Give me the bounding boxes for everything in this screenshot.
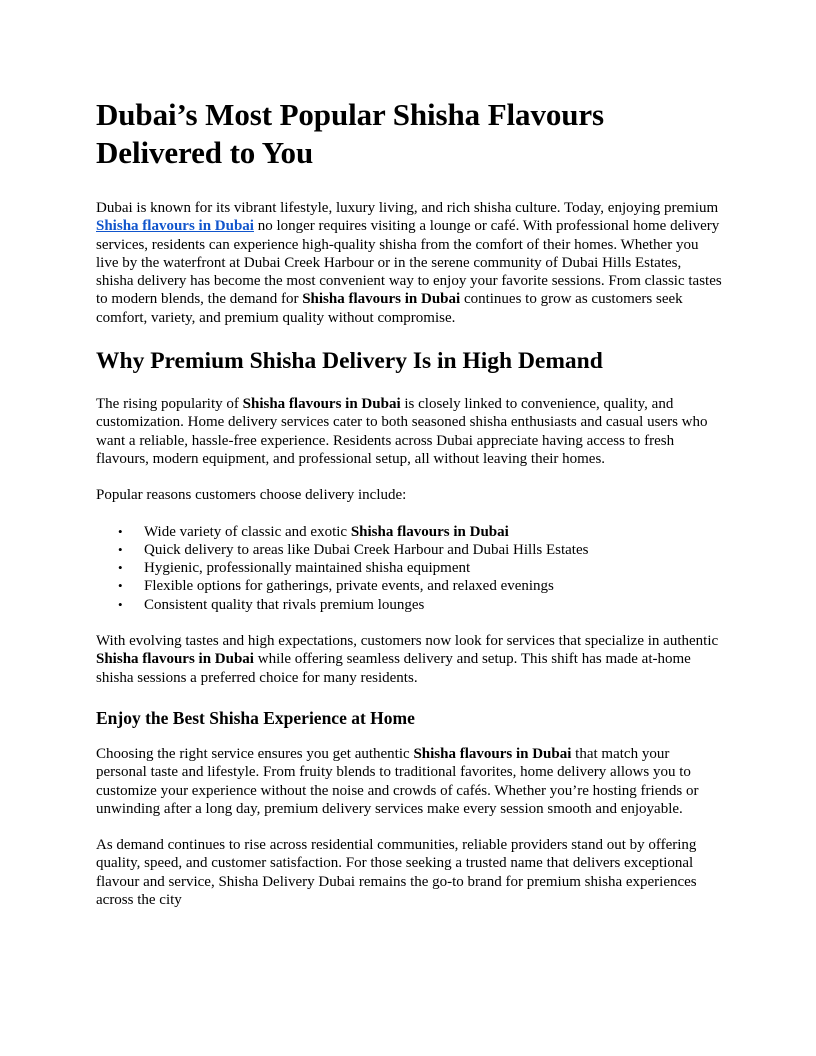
intro-bold-keyword: Shisha flavours in Dubai	[302, 291, 461, 308]
bullet-icon: •	[118, 560, 123, 576]
list-item-bold-keyword: Shisha flavours in Dubai	[350, 523, 509, 540]
section-heading-demand: Why Premium Shisha Delivery Is in High Demand	[96, 348, 603, 375]
demand-paragraph-2: Popular reasons customers choose delivery include:	[96, 487, 407, 504]
reasons-list	[96, 523, 722, 614]
intro-text-2: no longer requires visiting a lounge or café. With professional home delivery services, residents can experience high-quality shisha from the comfort of their homes. Whether you live by the waterfront at Dubai Creek Harbour or in the serene community of Dubai Hills Estates, shisha delivery has become the most convenient way to enjoy your favorite sessions. From classic tastes to modern blends, the demand for	[96, 218, 722, 308]
demand-paragraph-3	[96, 632, 722, 687]
list-item-text: Quick delivery to areas like Dubai Creek Harbour and Dubai Hills Estates	[144, 541, 589, 558]
list-item	[118, 577, 722, 595]
bullet-icon: •	[118, 578, 123, 594]
bullet-icon: •	[118, 523, 123, 539]
bullet-icon: •	[118, 541, 123, 557]
list-item	[118, 541, 722, 559]
intro-text-1: Dubai is known for its vibrant lifestyle, luxury living, and rich shisha culture. Today, enjoying premium	[96, 200, 719, 216]
experience-paragraph-1	[96, 745, 722, 818]
demand-paragraph-1	[96, 395, 722, 468]
list-item	[118, 559, 722, 577]
experience-p1-bold-keyword: Shisha flavours in Dubai	[413, 745, 572, 762]
demand-p1-bold-keyword: Shisha flavours in Dubai	[242, 396, 401, 413]
shisha-flavours-link[interactable]: Shisha flavours in Dubai	[96, 218, 254, 235]
demand-p3-bold-keyword: Shisha flavours in Dubai	[96, 651, 254, 668]
list-item-text: Hygienic, professionally maintained shisha equipment	[144, 560, 471, 577]
document-page	[96, 96, 722, 927]
experience-p1-text-2: that match your personal taste and lifestyle. From fruity blends to traditional favorites, home delivery allows you to customize your experience without the noise and crowds of cafés. Whether you’re hosting friends or unwinding after a long day, premium delivery services make every session smooth and enjoyable.	[96, 745, 699, 817]
list-item-text: Wide variety of classic and exotic	[144, 523, 351, 540]
list-item-text: Consistent quality that rivals premium lounges	[144, 596, 425, 613]
list-item	[118, 596, 722, 614]
demand-p1-text-2: is closely linked to convenience, quality, and customization. Home delivery services cater to both seasoned shisha enthusiasts and casual users who want a reliable, hassle-free experience. Residents across Dubai appreciate having access to fresh flavours, modern equipment, and professional setup, all without leaving their homes.	[96, 396, 708, 467]
demand-p1-text-1: The rising popularity of	[96, 396, 243, 413]
intro-paragraph	[96, 199, 722, 327]
demand-p3-text-1: With evolving tastes and high expectations, customers now look for services that specialize in authentic	[96, 633, 719, 650]
experience-p1-text-1: Choosing the right service ensures you get authentic	[96, 745, 414, 762]
page-title: Dubai’s Most Popular Shisha Flavours Delivered to You	[96, 97, 605, 170]
section-heading-experience: Enjoy the Best Shisha Experience at Home	[96, 707, 415, 728]
list-item	[118, 523, 722, 541]
intro-text-3: continues to grow as customers seek comfort, variety, and premium quality without compromise.	[96, 291, 683, 326]
bullet-icon: •	[118, 596, 123, 612]
experience-paragraph-2: As demand continues to rise across residential communities, reliable providers stand out by offering quality, speed, and customer satisfaction. For those seeking a trusted name that delivers exceptional flavour and service, Shisha Delivery Dubai remains the go-to brand for premium shisha experiences across the city	[96, 837, 697, 909]
demand-p3-text-2: while offering seamless delivery and setup. This shift has made at-home shisha sessions a preferred choice for many residents.	[96, 651, 691, 686]
list-item-text: Flexible options for gatherings, private events, and relaxed evenings	[144, 578, 554, 595]
